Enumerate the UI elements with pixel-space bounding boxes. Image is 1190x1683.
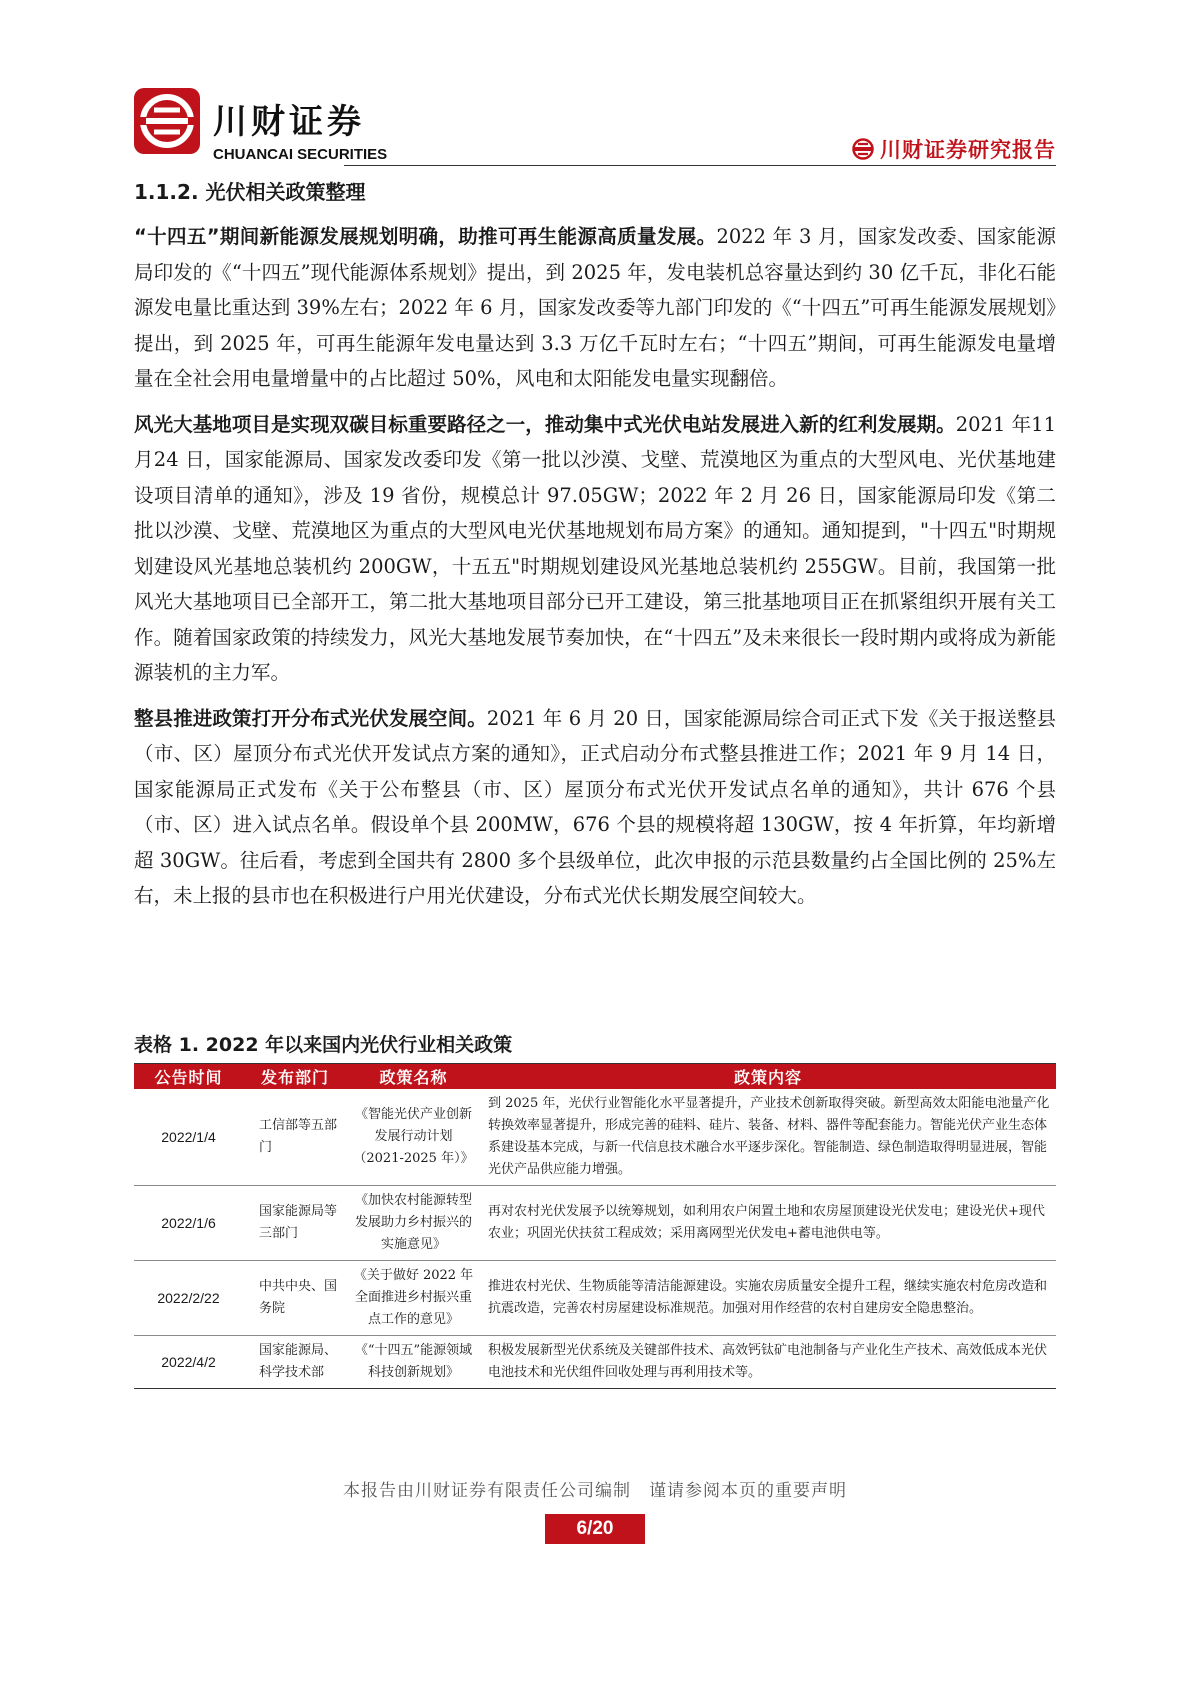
row-policy-name: 《关于做好 2022 年全面推进乡村振兴重点工作的意见》: [347, 1261, 480, 1336]
row-policy-content: 积极发展新型光伏系统及关键部件技术、高效钙钛矿电池制备与产业化生产技术、高效低成本光伏电池技术和光伏组件回收处理与再利用技术等。: [480, 1336, 1056, 1389]
row-dept: 国家能源局等三部门: [243, 1186, 347, 1261]
header-content: 政策内容: [480, 1064, 1056, 1089]
row-dept: 工信部等五部门: [243, 1089, 347, 1186]
paragraph-1-lead: “十四五”期间新能源发展规划明确，助推可再生能源高质量发展。: [134, 225, 717, 248]
row-date: 2022/2/22: [134, 1261, 243, 1336]
table-row: [134, 1186, 1056, 1261]
row-date: 2022/4/2: [134, 1336, 243, 1389]
row-dept: 国家能源局、科学技术部: [243, 1336, 347, 1389]
section-title: 1.1.2. 光伏相关政策整理: [134, 180, 366, 204]
brand-name-cn: 川财证券: [213, 102, 365, 142]
paragraph-3-body: 2021 年 6 月 20 日，国家能源局综合司正式下发《关于报送整县（市、区）屋顶分布式光伏开发试点方案的通知》，正式启动分布式整县推进工作；2021 年 9 月 14 日，国家能源局正式发布《关于公布整县（市、区）屋顶分布式光伏开发试点名单的通知》，共计 676 个县（市、区）进入试点名单。假设单个县 200MW，676 个县的规模将超 130GW，按 4 年折算，年均新增超 30GW。往后看，考虑到全国共有 2800 多个县级单位，此次申报的示范县数量约占全国比例的 25%左右，未上报的县市也在积极进行户用光伏建设，分布式光伏长期发展空间较大。: [134, 706, 1056, 907]
header-date: 公告时间: [134, 1064, 243, 1089]
table-row: [134, 1261, 1056, 1336]
row-policy-name: 《智能光伏产业创新发展行动计划（2021-2025 年）》: [347, 1089, 480, 1186]
paragraph-3-lead: 整县推进政策打开分布式光伏发展空间。: [134, 706, 487, 730]
row-policy-name: 《“十四五”能源领域科技创新规划》: [347, 1336, 480, 1389]
table-row: [134, 1336, 1056, 1389]
row-policy-content: 到 2025 年，光伏行业智能化水平显著提升，产业技术创新取得突破。新型高效太阳能电池量产化转换效率显著提升，形成完善的硅料、硅片、装备、材料、器件等配套能力。智能光伏产业生态体系建设基本完成，与新一代信息技术融合水平逐步深化。智能制造、绿色制造取得明显进展，智能光伏产品供应能力增强。: [480, 1089, 1056, 1186]
paragraph-2-body: 2021 年11 月24 日，国家能源局、国家发改委印发《第一批以沙漠、戈壁、荒漠地区为重点的大型风电、光伏基地建设项目清单的通知》，涉及 19 省份，规模总计 97.05GW；2022 年 2 月 26 日，国家能源局印发《第二批以沙漠、戈壁、荒漠地区为重点的大型风电光伏基地规划布局方案》的通知。通知提到，"十四五"时期规划建设风光基地总装机约 200GW，十五五"时期规划建设风光基地总装机约 255GW。目前，我国第一批风光大基地项目已全部开工，第二批大基地项目部分已开工建设，第三批基地项目正在抓紧组织开展有关工作。随着国家政策的持续发力，风光大基地发展节奏加快，在“十四五”及未来很长一段时期内或将成为新能源装机的主力军。: [134, 412, 1056, 684]
page-number: 6/20: [545, 1514, 645, 1544]
policy-table: [134, 1064, 1056, 1389]
row-policy-name: 《加快农村能源转型发展助力乡村振兴的实施意见》: [347, 1186, 480, 1261]
paragraph-2-lead: 风光大基地项目是实现双碳目标重要路径之一，推动集中式光伏电站发展进入新的红利发展期。: [134, 412, 956, 436]
row-date: 2022/1/4: [134, 1089, 243, 1186]
paragraph-3: [134, 701, 1056, 914]
paragraph-2: [134, 407, 1056, 691]
table-row: [134, 1089, 1056, 1186]
chuancai-logo-icon: [134, 88, 200, 154]
report-label-text: 川财证券研究报告: [880, 138, 1056, 162]
header-dept: 发布部门: [243, 1064, 347, 1089]
row-dept: 中共中央、国务院: [243, 1261, 347, 1336]
row-policy-content: 推进农村光伏、生物质能等清洁能源建设。实施农房质量安全提升工程，继续实施农村危房改造和抗震改造，完善农村房屋建设标准规范。加强对用作经营的农村自建房安全隐患整治。: [480, 1261, 1056, 1336]
brand-name-en: CHUANCAI SECURITIES: [213, 146, 388, 163]
header-name: 政策名称: [347, 1064, 480, 1089]
row-policy-content: 再对农村光伏发展予以统筹规划，如利用农户闲置土地和农房屋顶建设光伏发电；建设光伏+现代农业；巩固光伏扶贫工程成效；采用离网型光伏发电+蓄电池供电等。: [480, 1186, 1056, 1261]
policy-table-block: [134, 1030, 1056, 1389]
paragraph-1-body: 2022 年 3 月，国家发改委、国家能源局印发的《“十四五”现代能源体系规划》提出，到 2025 年，发电装机总容量达到约 30 亿千瓦，非化石能源发电量比重达到 39%左右；2022 年 6 月，国家发改委等九部门印发的《“十四五”可再生能源发展规划》提出，到 2025 年，可再生能源年发电量达到 3.3 万亿千瓦时左右；“十四五”期间，可再生能源发电量增量在全社会用电量增量中的占比超过 50%，风电和太阳能发电量实现翻倍。: [134, 225, 1056, 390]
main-content: [134, 176, 1056, 924]
footer-disclaimer: 本报告由川财证券有限责任公司编制 谨请参阅本页的重要声明: [343, 1481, 847, 1501]
paragraph-1: [134, 219, 1056, 397]
row-date: 2022/1/6: [134, 1186, 243, 1261]
header-divider: [344, 165, 1056, 166]
table-caption: 表格 1. 2022 年以来国内光伏行业相关政策: [134, 1030, 1056, 1064]
page-header: [134, 88, 1056, 166]
table-header-row: [134, 1064, 1056, 1089]
report-logo-icon: [852, 138, 874, 160]
report-label: [852, 134, 1056, 164]
